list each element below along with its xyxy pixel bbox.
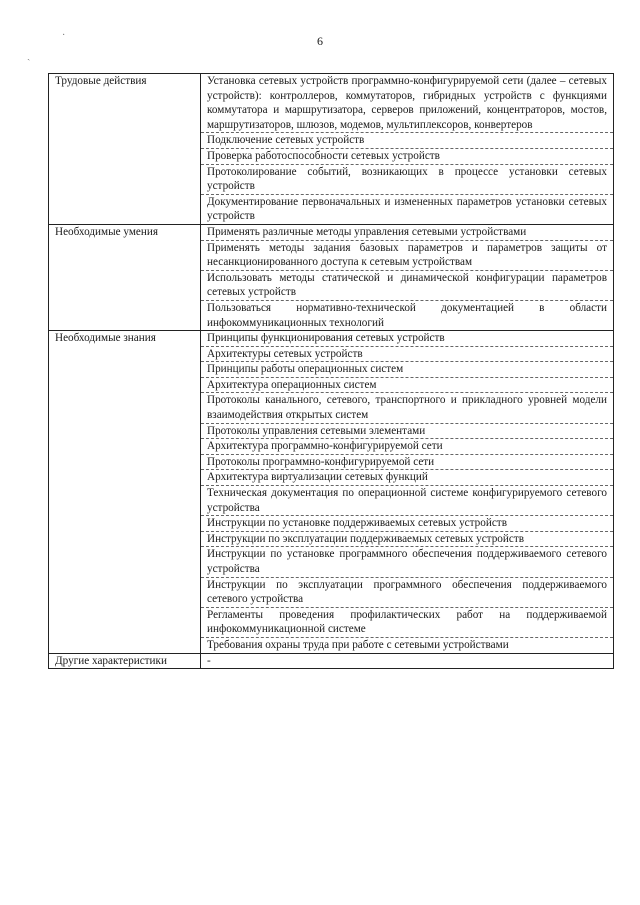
requirement-item: Инструкции по эксплуатации программного обеспечения поддерживаемого сетевого устройства (201, 577, 614, 607)
requirement-item: Проверка работоспособности сетевых устройств (201, 148, 614, 164)
table-row (49, 74, 614, 133)
requirement-item: Подключение сетевых устройств (201, 133, 614, 149)
requirement-item: Техническая документация по операционной системе конфигурируемого сетевого устройства (201, 486, 614, 516)
requirements-table-body (49, 74, 614, 669)
requirement-item: Архитектура программно-конфигурируемой сети (201, 439, 614, 455)
table-row (49, 331, 614, 347)
requirement-item: Принципы работы операционных систем (201, 362, 614, 378)
requirement-item: Архитектура операционных систем (201, 377, 614, 393)
scan-speck: ˏ (27, 50, 31, 61)
requirement-item: Протоколирование событий, возникающих в процессе установки сетевых устройств (201, 164, 614, 194)
section-label: Необходимые умения (49, 224, 201, 330)
requirement-item: Применять методы задания базовых параметров и параметров защиты от несанкционированного доступа к сетевым устройствам (201, 240, 614, 270)
requirement-item: Инструкции по установке программного обеспечения поддерживаемого сетевого устройства (201, 547, 614, 577)
requirement-item: Документирование первоначальных и измененных параметров установки сетевых устройств (201, 194, 614, 224)
requirement-item: Применять различные методы управления сетевыми устройствами (201, 224, 614, 240)
requirement-item: Требования охраны труда при работе с сетевыми устройствами (201, 637, 614, 653)
requirement-item: - (201, 653, 614, 669)
requirements-table (48, 73, 614, 669)
requirement-item: Инструкции по эксплуатации поддерживаемых сетевых устройств (201, 531, 614, 547)
requirement-item: Регламенты проведения профилактических работ на поддерживаемой инфокоммуникационной системе (201, 607, 614, 637)
section-label: Необходимые знания (49, 331, 201, 653)
requirement-item: Инструкции по установке поддерживаемых сетевых устройств (201, 516, 614, 532)
requirement-item: Принципы функционирования сетевых устройств (201, 331, 614, 347)
requirement-item: Установка сетевых устройств программно-конфигурируемой сети (далее – сетевых устройств): контроллеров, коммутаторов, гибридных устройств с функциями коммутатора и маршрутизатора, серверов приложений, концентраторов, мостов, маршрутизаторов, шлюзов, модемов, мультиплексоров, конвертеров (201, 74, 614, 133)
requirement-item: Использовать методы статической и динамической конфигурации параметров сетевых устройств (201, 270, 614, 300)
section-label: Трудовые действия (49, 74, 201, 225)
requirement-item: Архитектура виртуализации сетевых функций (201, 470, 614, 486)
table-row (49, 224, 614, 240)
section-label: Другие характеристики (49, 653, 201, 669)
requirement-item: Протоколы канального, сетевого, транспортного и прикладного уровней модели взаимодействия открытых систем (201, 393, 614, 423)
page-number: 6 (317, 34, 323, 48)
requirement-item: Архитектуры сетевых устройств (201, 346, 614, 362)
table-row (49, 653, 614, 669)
requirement-item: Протоколы программно-конфигурируемой сети (201, 454, 614, 470)
requirement-item: Протоколы управления сетевыми элементами (201, 423, 614, 439)
scan-speck: · (62, 30, 66, 41)
requirement-item: Пользоваться нормативно-технической документацией в области инфокоммуникационных технологий (201, 300, 614, 330)
